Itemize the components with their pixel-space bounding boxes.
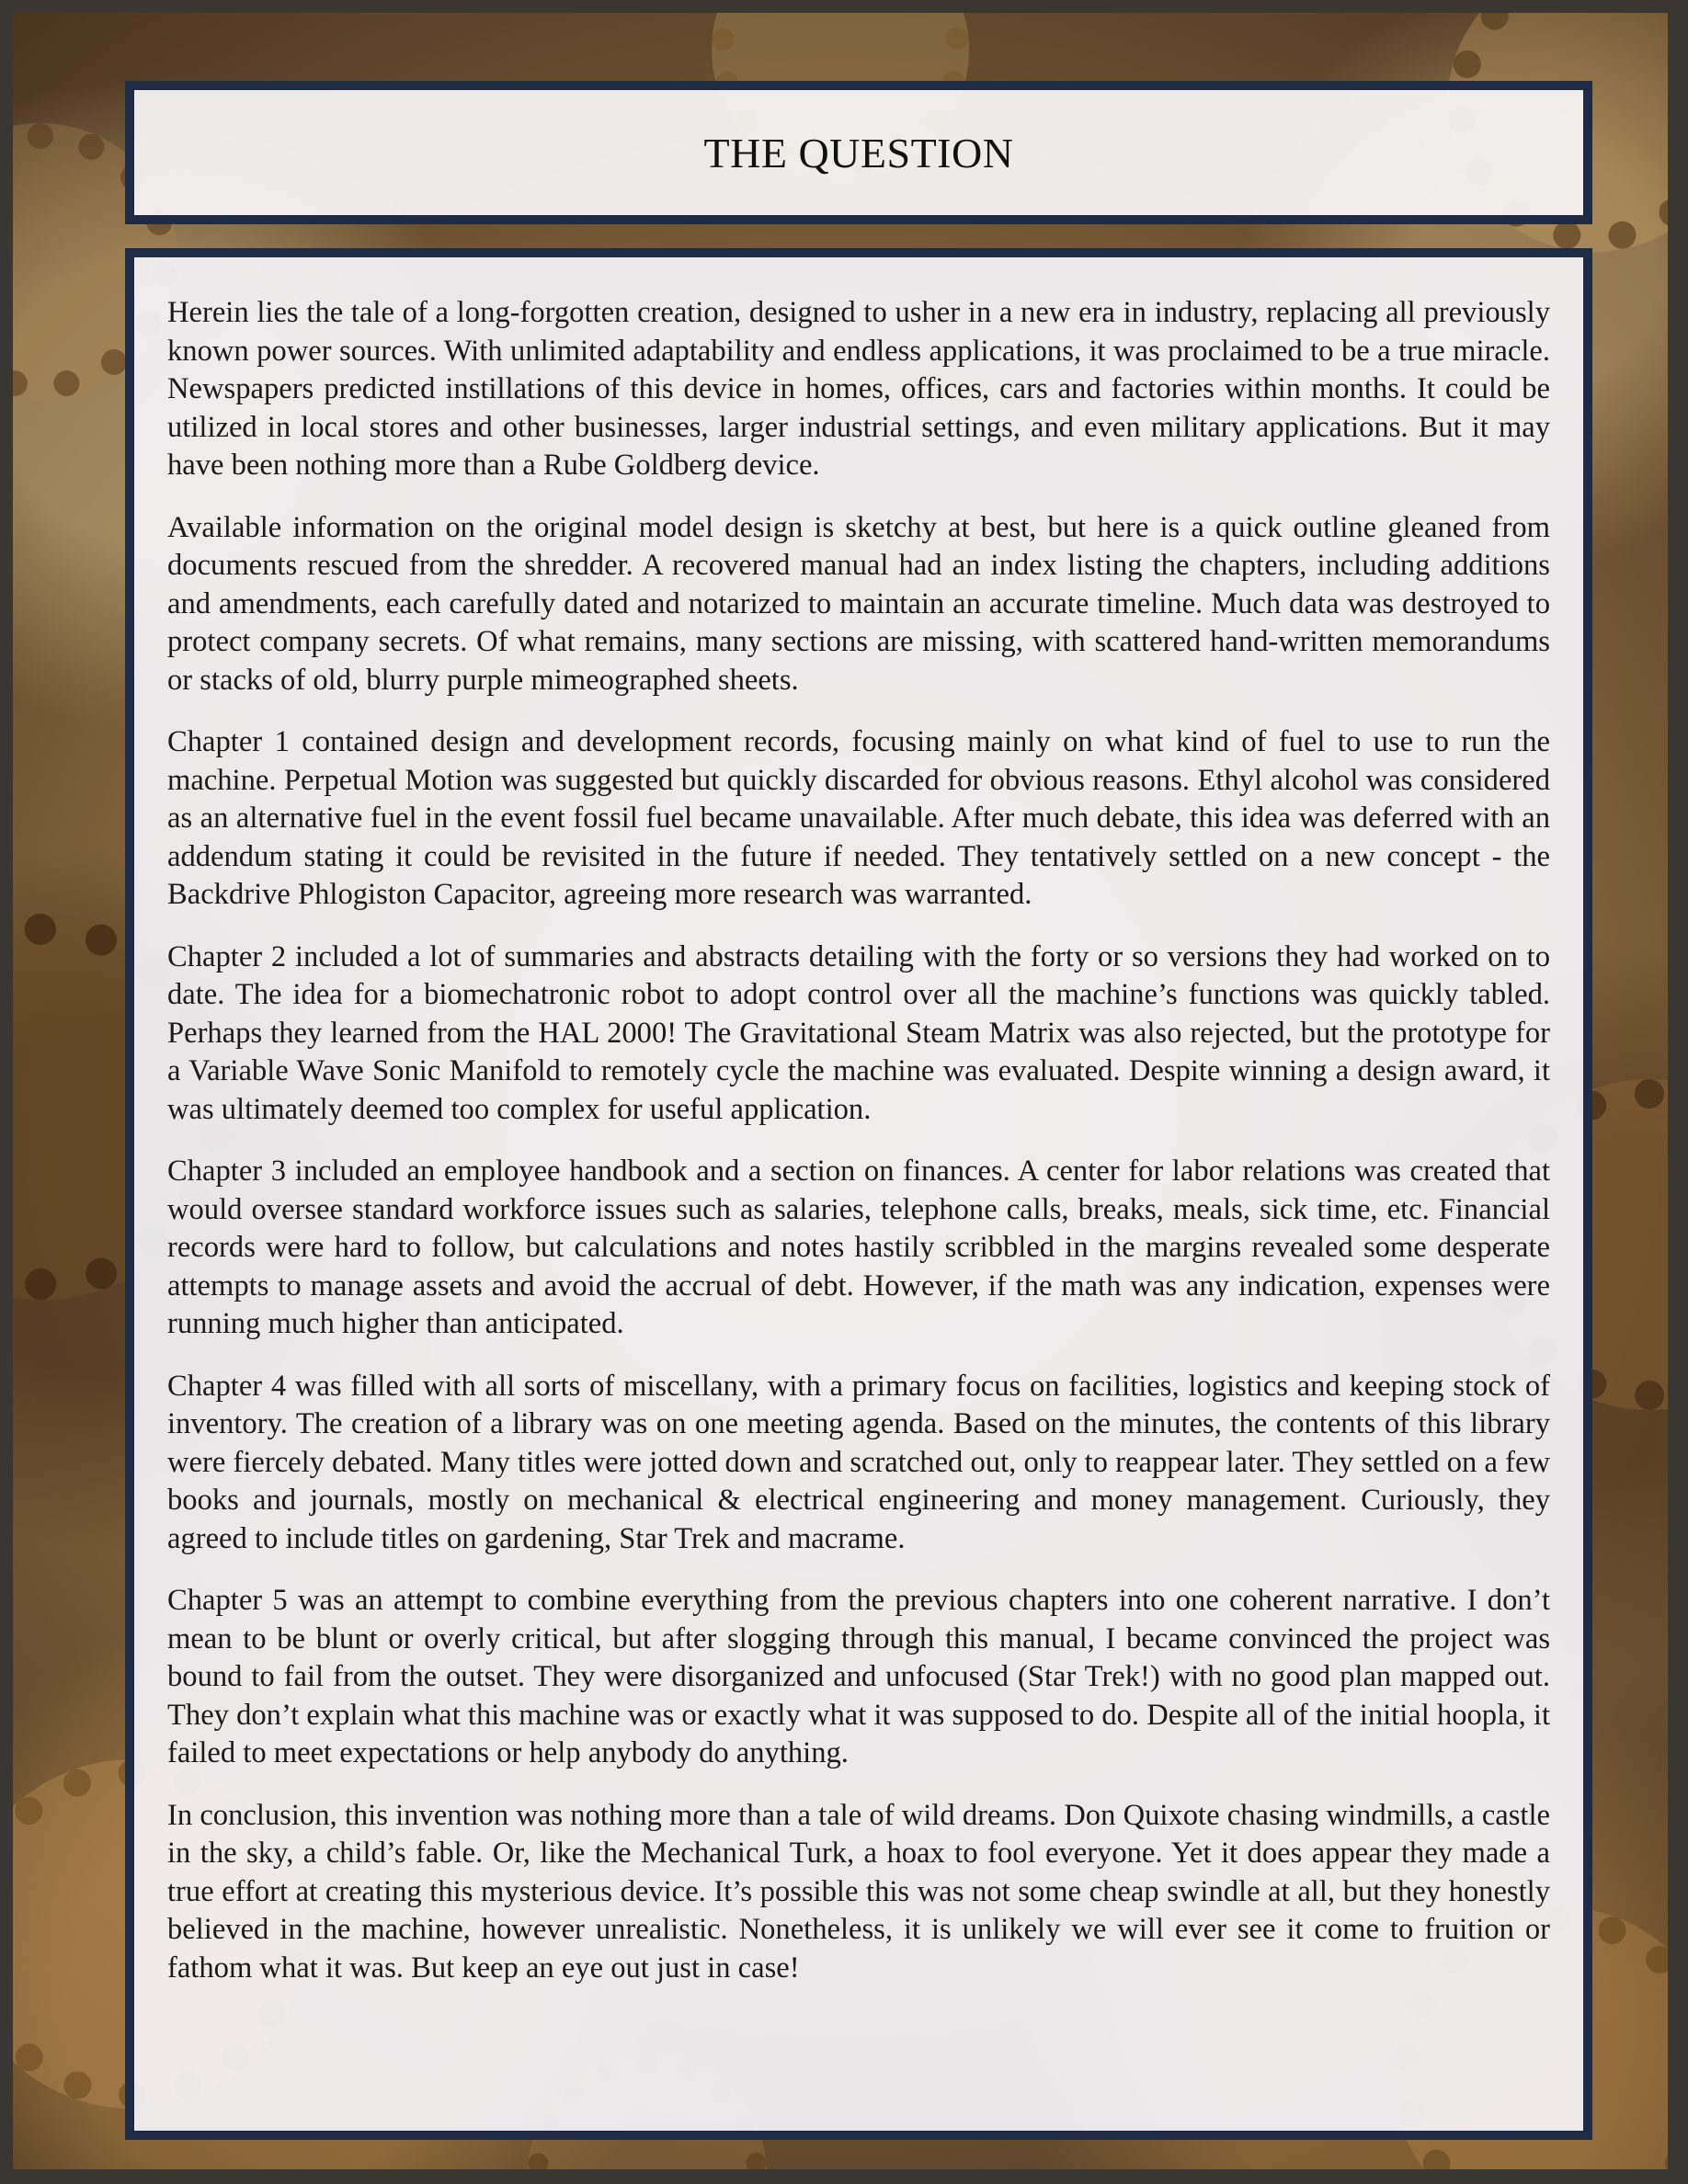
paragraph: Chapter 5 was an attempt to combine everything from the previous chapters into one coherent narrative. I don’t mean to be blunt or overly critical, but after slogging through this manual, I became convinced the project was bound to fail from the outset. They were disorganized and unfocused (Star Trek!) with no good plan mapped out. They don’t explain what this machine was or exactly what it was supposed to do. Despite all of the initial hoopla, it failed to meet expectations or help anybody do anything.: [167, 1584, 1551, 1769]
title-box: [125, 81, 1592, 224]
paragraph: Chapter 3 included an employee handbook and a section on finances. A center for labor relations was created that would oversee standard workforce issues such as salaries, telephone calls, breaks, meals, sick time, etc. Financial records were hard to follow, but calculations and notes hastily scribbled in the margins revealed some desperate attempts to manage assets and avoid the accrual of debt. However, if the math was any indication, expenses were running much higher than anticipated.: [167, 1155, 1550, 1340]
paragraph: Herein lies the tale of a long-forgotten creation, designed to usher in a new era in industry, replacing all previously known power sources. With unlimited adaptability and endless applications, it was proclaimed to be a true miracle. Newspapers predicted instillations of this device in homes, offices, cars and factories within months. It could be utilized in local stores and other businesses, larger industrial settings, and even military applications. But it may have been nothing more than a Rube Goldberg device.: [167, 296, 1550, 482]
paragraph: Available information on the original model design is sketchy at best, but here is a quick outline gleaned from documents rescued from the shredder. A recovered manual had an index listing the chapters, including additions and amendments, each carefully dated and notarized to maintain an accurate timeline. Much data was destroyed to protect company secrets. Of what remains, many sections are missing, with scattered hand-written memorandums or stacks of old, blurry purple mimeographed sheets.: [167, 510, 1550, 697]
paragraph: In conclusion, this invention was nothing more than a tale of wild dreams. Don Quixote chasing windmills, a castle in the sky, a child’s fable. Or, like the Mechanical Turk, a hoax to fool everyone. Yet it does appear they made a true effort at creating this mysterious device. It’s possible this was not some cheap swindle at all, but they honestly believed in the machine, however unrealistic. Nonetheless, it is unlikely we will ever see it come to fruition or fathom what it was. But keep an eye out just in case!: [167, 1798, 1550, 1985]
paragraph: Chapter 4 was filled with all sorts of miscellany, with a primary focus on facilities, logistics and keeping stock of inventory. The creation of a library was on one meeting agenda. Based on the minutes, the contents of this library were fiercely debated. Many titles were jotted down and scratched out, only to reappear later. They settled on a few books and journals, mostly on mechanical & electrical engineering and money management. Curiously, they agreed to include titles on gardening, Star Trek and macrame.: [167, 1369, 1550, 1555]
paragraph: Chapter 1 contained design and development records, focusing mainly on what kind of fuel to use to run the machine. Perpetual Motion was suggested but quickly discarded for obvious reasons. Ethyl alcohol was considered as an alternative fuel in the event fossil fuel became unavailable. After much debate, this idea was deferred with an addendum stating it could be revisited in the future if needed. They tentatively settled on a new concept - the Backdrive Phlogiston Capacitor, agreeing more research was warranted.: [167, 725, 1550, 911]
body-text-box: [125, 248, 1592, 2140]
page-title: THE QUESTION: [703, 129, 1014, 176]
page-background: [13, 13, 1668, 2169]
paragraph: Chapter 2 included a lot of summaries and abstracts detailing with the forty or so versions they had worked on to date. The idea for a biomechatronic robot to adopt control over all the machine’s functions was quickly tabled. Perhaps they learned from the HAL 2000! The Gravitational Steam Matrix was also rejected, but the prototype for a Variable Wave Sonic Manifold to remotely cycle the machine was evaluated. Despite winning a design award, it was ultimately deemed too complex for useful application.: [167, 939, 1550, 1126]
